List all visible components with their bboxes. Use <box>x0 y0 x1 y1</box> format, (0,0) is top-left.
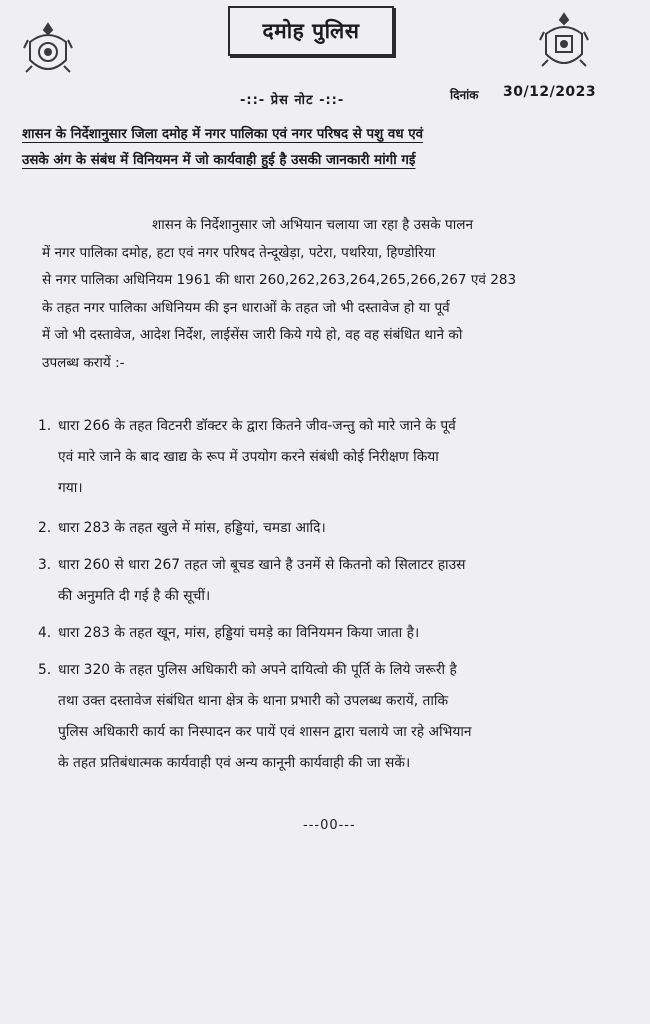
point-number: 2. <box>38 520 52 536</box>
police-emblem-icon <box>538 12 590 74</box>
points-list <box>38 411 618 779</box>
list-item <box>38 550 618 612</box>
body-line: में जो भी दस्तावेज, आदेश निर्देश, लाईसेंस जारी किये गये हो, वह वह संबंधित थाने को <box>42 327 463 343</box>
body-line: के तहत नगर पालिका अधिनियम की इन धाराओं के तहत जो भी दस्तावेज हो या पूर्व <box>42 299 450 316</box>
police-emblem-icon <box>22 20 74 82</box>
point-line: गया। <box>58 480 83 496</box>
page-title: दमोह पुलिस <box>228 6 394 56</box>
subject-heading <box>22 122 618 174</box>
body-paragraph <box>42 212 602 377</box>
point-number: 3. <box>38 557 52 573</box>
point-line: धारा 266 के तहत विटनरी डॉक्टर के द्वारा कितने जीव-जन्तु को मारे जाने के पूर्व <box>58 418 456 434</box>
press-note-heading: -::- प्रेस नोट -::- <box>240 93 345 108</box>
point-line: एवं मारे जाने के बाद खाद्य के रूप में उपयोग करने संबंधी कोई निरीक्षण किया <box>58 449 439 465</box>
list-item <box>38 618 618 649</box>
body-line: उपलब्ध करायें :- <box>42 354 125 371</box>
body-line: शासन के निर्देशानुसार जो अभियान चलाया जा रहा है उसके पालन <box>152 217 474 233</box>
list-item <box>38 411 618 504</box>
point-line: धारा 320 के तहत पुलिस अधिकारी को अपने दायित्वो की पूर्ति के लिये जरूरी है <box>58 662 457 678</box>
point-line: पुलिस अधिकारी कार्य का निस्पादन कर पायें एवं शासन द्वारा चलाये जा रहे अभियान <box>58 724 472 740</box>
point-number: 1. <box>38 418 52 434</box>
point-line: धारा 283 के तहत खुले में मांस, हड्डियां, चमडा आदि। <box>58 520 326 536</box>
body-line: में नगर पालिका दमोह, हटा एवं नगर परिषद तेन्दूखेड़ा, पटेरा, पथरिया, हिण्डोरिया <box>42 244 436 261</box>
point-number: 5. <box>38 662 52 678</box>
point-line: धारा 260 से धारा 267 तहत जो बूचड खाने है उनमें से कितनो को सिलाटर हाउस <box>58 557 466 573</box>
body-line: से नगर पालिका अधिनियम 1961 की धारा 260,262,263,264,265,266,267 एवं 283 <box>42 272 517 288</box>
point-line: की अनुमति दी गई है की सूचीं। <box>58 588 211 604</box>
subject-line: उसके अंग के संबंध में विनियमन में जो कार्यवाही हुई है उसकी जानकारी मांगी गई <box>22 153 416 168</box>
date-value: 30/12/2023 <box>503 84 597 100</box>
subject-line: शासन के निर्देशानुसार जिला दमोह में नगर पालिका एवं नगर परिषद से पशु वध एवं <box>22 127 424 142</box>
point-line: धारा 283 के तहत खून, मांस, हड्डियां चमड़े का विनियमन किया जाता है। <box>58 625 420 641</box>
point-line: के तहत प्रतिबंधात्मक कार्यवाही एवं अन्य कानूनी कार्यवाही की जा सकें। <box>58 755 411 771</box>
end-mark: ---00--- <box>303 818 356 833</box>
point-line: तथा उक्त दस्तावेज संबंधित थाना क्षेत्र के थाना प्रभारी को उपलब्ध करायें, ताकि <box>58 693 449 709</box>
list-item <box>38 513 618 544</box>
date-label: दिनांक <box>450 88 479 102</box>
point-number: 4. <box>38 625 52 641</box>
list-item <box>38 655 618 779</box>
